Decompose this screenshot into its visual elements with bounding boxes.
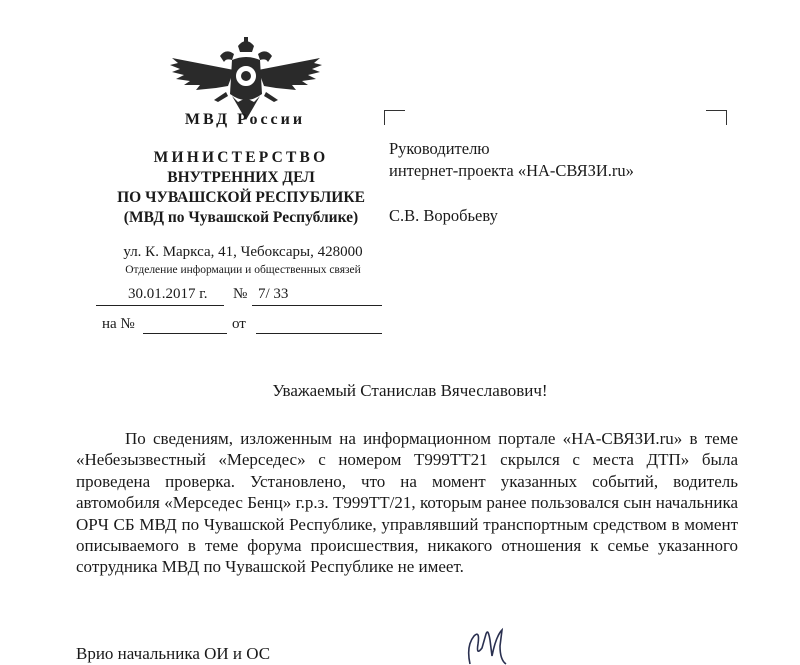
outgoing-number: 7/ 33 bbox=[258, 286, 289, 302]
reply-to-number-label: на № bbox=[102, 316, 135, 332]
reply-from-label: от bbox=[232, 316, 246, 332]
ministry-line-3: ПО ЧУВАШСКОЙ РЕСПУБЛИКЕ bbox=[117, 189, 365, 206]
salutation: Уважаемый Станислав Вячеславович! bbox=[272, 381, 548, 400]
ministry-line-4: (МВД по Чувашской Республике) bbox=[123, 209, 359, 226]
signatory-title: Врио начальника ОИ и ОС bbox=[76, 644, 271, 663]
addressee-position: Руководителю bbox=[389, 139, 490, 158]
handwritten-signature-icon bbox=[456, 626, 526, 665]
double-headed-eagle-emblem-icon bbox=[168, 36, 324, 122]
ministry-title bbox=[76, 148, 406, 228]
outgoing-date: 30.01.2017 г. bbox=[128, 286, 208, 302]
ministry-line-2: ВНУТРЕННИХ ДЕЛ bbox=[167, 169, 315, 186]
number-underline bbox=[252, 305, 382, 306]
ministry-line-1: МИНИСТЕРСТВО bbox=[153, 149, 329, 166]
reply-number-underline bbox=[143, 333, 227, 334]
date-underline bbox=[96, 305, 224, 306]
address-line: ул. К. Маркса, 41, Чебоксары, 428000 bbox=[123, 244, 363, 260]
agency-short-name: МВД России bbox=[184, 111, 306, 128]
addressee-name: С.В. Воробьеву bbox=[389, 206, 498, 225]
number-label: № bbox=[233, 286, 248, 302]
reply-date-underline bbox=[256, 333, 382, 334]
letter-body: По сведениям, изложенным на информационном портале «НА-СВЯЗИ.ru» в теме «Небезызвестный «Мерседес» с номером Т999ТТ21 скрылся с места ДТП» была проведена проверка. Установлено, что на момент указанных событий, водитель автомобиля «Мерседес Бенц» г.р.з. Т999ТТ/21, которым ранее пользовался сын начальника ОРЧ СБ МВД по Чувашской Республике, управлявший транспортным средством в момент описываемого в теме форума происшествия, никакого отношения к семье указанного сотрудника МВД по Чувашской Республике не имеет. bbox=[76, 429, 738, 577]
addressee-organization: интернет-проекта «НА-СВЯЗИ.ru» bbox=[389, 161, 634, 180]
addressee-corner-mark-right bbox=[706, 110, 727, 125]
department-line: Отделение информации и общественных связей bbox=[125, 264, 361, 276]
addressee-corner-mark-left bbox=[384, 110, 405, 125]
